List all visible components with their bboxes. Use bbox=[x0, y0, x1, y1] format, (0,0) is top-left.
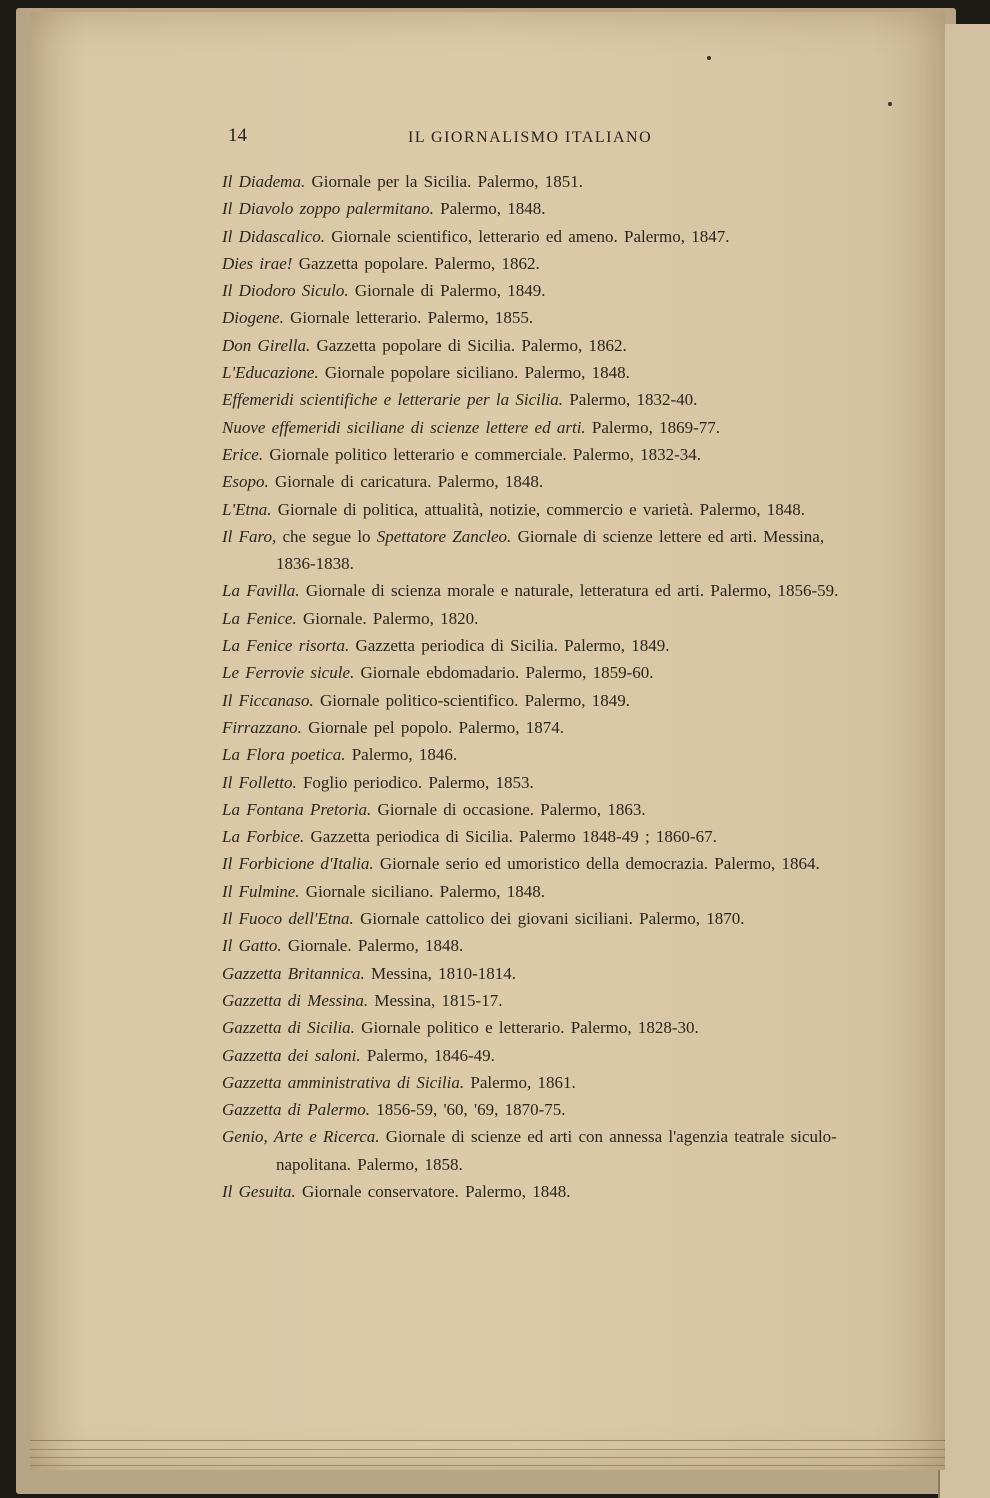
list-item bbox=[222, 441, 852, 468]
entry-description: Giornale pel popolo. Palermo, 1874. bbox=[308, 717, 564, 737]
entry-title: Il Fulmine. bbox=[222, 881, 300, 901]
entry-description: Palermo, 1846. bbox=[351, 745, 458, 765]
entry-title: Erice. bbox=[222, 444, 264, 464]
ink-speck bbox=[707, 56, 711, 60]
entry-description: Giornale siciliano. Palermo, 1848. bbox=[305, 881, 546, 901]
entry-title: Gazzetta Britannica. bbox=[222, 963, 365, 983]
entry-title: Gazzetta dei saloni. bbox=[222, 1045, 361, 1065]
entry-description: Giornale politico-scientifico. Palermo, 1849. bbox=[319, 690, 630, 710]
entry-description: Palermo, 1861. bbox=[470, 1072, 576, 1092]
entry-description-secondary: Giornale di scienze lettere ed arti. Messina, 1836-1838. bbox=[276, 526, 825, 574]
entry-title: Diogene. bbox=[222, 308, 284, 328]
entry-description: Giornale di scienze ed arti con annessa l'agenzia teatrale siculo-napolitana. Palermo, 1858. bbox=[276, 1127, 837, 1174]
list-item bbox=[222, 605, 852, 632]
list-item bbox=[222, 1178, 852, 1205]
entry-title: Dies irae! bbox=[222, 253, 293, 273]
entry-title: Il Forbicione d'Italia. bbox=[222, 854, 374, 874]
entry-description: Giornale di caricatura. Palermo, 1848. bbox=[275, 472, 544, 492]
entry-description: Palermo, 1846-49. bbox=[366, 1045, 495, 1065]
list-item bbox=[222, 659, 852, 686]
entry-description: Giornale di occasione. Palermo, 1863. bbox=[377, 799, 646, 819]
entry-title: L'Educazione. bbox=[222, 363, 319, 383]
entry-title: La Fontana Pretoria. bbox=[222, 799, 372, 819]
entry-description: Palermo, 1832-40. bbox=[569, 390, 698, 410]
entry-title: Le Ferrovie sicule. bbox=[222, 663, 355, 683]
entry-description: Gazzetta popolare. Palermo, 1862. bbox=[298, 253, 540, 273]
entry-title: L'Etna. bbox=[222, 499, 272, 519]
edge-line bbox=[30, 1465, 945, 1466]
list-item bbox=[222, 523, 852, 578]
edge-line bbox=[30, 1449, 945, 1450]
entry-description: Giornale serio ed umoristico della democrazia. Palermo, 1864. bbox=[379, 854, 820, 874]
edge-line bbox=[30, 1457, 945, 1458]
entry-description: Giornale politico e letterario. Palermo, 1828-30. bbox=[361, 1018, 699, 1038]
entry-description: che segue lo bbox=[282, 526, 371, 546]
entry-description: Giornale popolare siciliano. Palermo, 1848. bbox=[324, 363, 630, 383]
list-item bbox=[222, 905, 852, 932]
entry-title: La Flora poetica. bbox=[222, 745, 346, 765]
list-item bbox=[222, 468, 852, 495]
list-item bbox=[222, 386, 852, 413]
entry-description: Giornale scientifico, letterario ed ameno. Palermo, 1847. bbox=[331, 226, 730, 246]
entry-description: Gazzetta popolare di Sicilia. Palermo, 1862. bbox=[316, 335, 627, 355]
list-item bbox=[222, 1069, 852, 1096]
list-item bbox=[222, 823, 852, 850]
entry-description: Giornale letterario. Palermo, 1855. bbox=[290, 308, 534, 328]
entry-title: Il Ficcanaso. bbox=[222, 690, 314, 710]
entry-title: La Forbice. bbox=[222, 827, 305, 847]
list-item bbox=[222, 359, 852, 386]
list-item bbox=[222, 223, 852, 250]
list-item bbox=[222, 1096, 852, 1123]
list-item bbox=[222, 878, 852, 905]
list-item bbox=[222, 850, 852, 877]
entry-title: Il Folletto. bbox=[222, 772, 297, 792]
list-item bbox=[222, 632, 852, 659]
list-item bbox=[222, 496, 852, 523]
entry-description: Messina, 1815-17. bbox=[374, 990, 503, 1010]
list-item bbox=[222, 577, 852, 604]
list-item bbox=[222, 1014, 852, 1041]
list-item bbox=[222, 741, 852, 768]
entry-title-secondary: Spettatore Zancleo. bbox=[376, 526, 512, 546]
entry-title: Il Diadema. bbox=[222, 172, 306, 191]
entry-title: Il Gatto. bbox=[222, 936, 282, 956]
entry-title: Nuove effemeridi siciliane di scienze lettere ed arti. bbox=[222, 417, 586, 437]
page-header bbox=[228, 125, 788, 155]
entry-description: Palermo, 1848. bbox=[440, 199, 546, 219]
next-page-edge bbox=[938, 24, 990, 1498]
entry-title: Il Diavolo zoppo palermitano. bbox=[222, 199, 434, 219]
entry-title: Gazzetta di Messina. bbox=[222, 990, 369, 1010]
entry-description: Giornale di politica, attualità, notizie, commercio e varietà. Palermo, 1848. bbox=[277, 499, 806, 519]
list-item bbox=[222, 769, 852, 796]
list-item bbox=[222, 960, 852, 987]
entry-title: Il Faro, bbox=[222, 526, 277, 546]
list-item bbox=[222, 714, 852, 741]
periodical-list bbox=[222, 168, 852, 1205]
entry-description: Giornale di Palermo, 1849. bbox=[354, 281, 546, 301]
list-item bbox=[222, 277, 852, 304]
ink-speck bbox=[888, 102, 892, 106]
entry-title: Gazzetta amministrativa di Sicilia. bbox=[222, 1072, 465, 1092]
entry-description: Giornale. Palermo, 1820. bbox=[302, 608, 479, 628]
entry-title: Firrazzano. bbox=[222, 717, 302, 737]
entry-title: Il Didascalico. bbox=[222, 226, 326, 246]
list-item bbox=[222, 1123, 852, 1178]
entry-description: Gazzetta periodica di Sicilia. Palermo 1848-49 ; 1860-67. bbox=[310, 827, 717, 847]
entry-title: La Favilla. bbox=[222, 581, 300, 601]
entry-description: Palermo, 1869-77. bbox=[591, 417, 720, 437]
entry-title: Esopo. bbox=[222, 472, 269, 492]
entry-description: Giornale. Palermo, 1848. bbox=[287, 936, 464, 956]
entry-description: Giornale cattolico dei giovani siciliani. Palermo, 1870. bbox=[360, 909, 745, 929]
list-item bbox=[222, 332, 852, 359]
entry-title: Genio, Arte e Ricerca. bbox=[222, 1127, 380, 1147]
list-item bbox=[222, 932, 852, 959]
entry-title: Gazzetta di Palermo. bbox=[222, 1100, 371, 1120]
page-bottom-edge bbox=[30, 1440, 945, 1481]
entry-description: Giornale conservatore. Palermo, 1848. bbox=[302, 1181, 571, 1201]
list-item bbox=[222, 250, 852, 277]
page-number: 14 bbox=[228, 125, 247, 146]
entry-description: Giornale politico letterario e commerciale. Palermo, 1832-34. bbox=[269, 444, 701, 464]
list-item bbox=[222, 687, 852, 714]
entry-description: Gazzetta periodica di Sicilia. Palermo, 1849. bbox=[355, 636, 670, 656]
entry-description: Giornale ebdomadario. Palermo, 1859-60. bbox=[360, 663, 654, 683]
entry-title: Don Girella. bbox=[222, 335, 311, 355]
entry-title: Il Gesuita. bbox=[222, 1181, 296, 1201]
list-item bbox=[222, 304, 852, 331]
entry-description: Messina, 1810-1814. bbox=[370, 963, 517, 983]
entry-title: Il Fuoco dell'Etna. bbox=[222, 909, 354, 929]
entry-description: Giornale di scienza morale e naturale, letteratura ed arti. Palermo, 1856-59. bbox=[305, 581, 839, 601]
list-item bbox=[222, 1042, 852, 1069]
entry-description: 1856-59, '60, '69, 1870-75. bbox=[376, 1100, 566, 1120]
entry-title: La Fenice risorta. bbox=[222, 636, 350, 656]
list-item bbox=[222, 796, 852, 823]
entry-description: Foglio periodico. Palermo, 1853. bbox=[302, 772, 534, 792]
entry-title: Gazzetta di Sicilia. bbox=[222, 1018, 355, 1038]
entry-title: La Fenice. bbox=[222, 608, 297, 628]
list-item bbox=[222, 168, 852, 195]
entry-title: Effemeridi scientifiche e letterarie per la Sicilia. bbox=[222, 390, 564, 410]
entry-title: Il Diodoro Siculo. bbox=[222, 281, 349, 301]
entry-description: Giornale per la Sicilia. Palermo, 1851. bbox=[311, 172, 584, 191]
running-title: IL GIORNALISMO ITALIANO bbox=[408, 129, 653, 146]
list-item bbox=[222, 414, 852, 441]
list-item bbox=[222, 987, 852, 1014]
list-item bbox=[222, 195, 852, 222]
